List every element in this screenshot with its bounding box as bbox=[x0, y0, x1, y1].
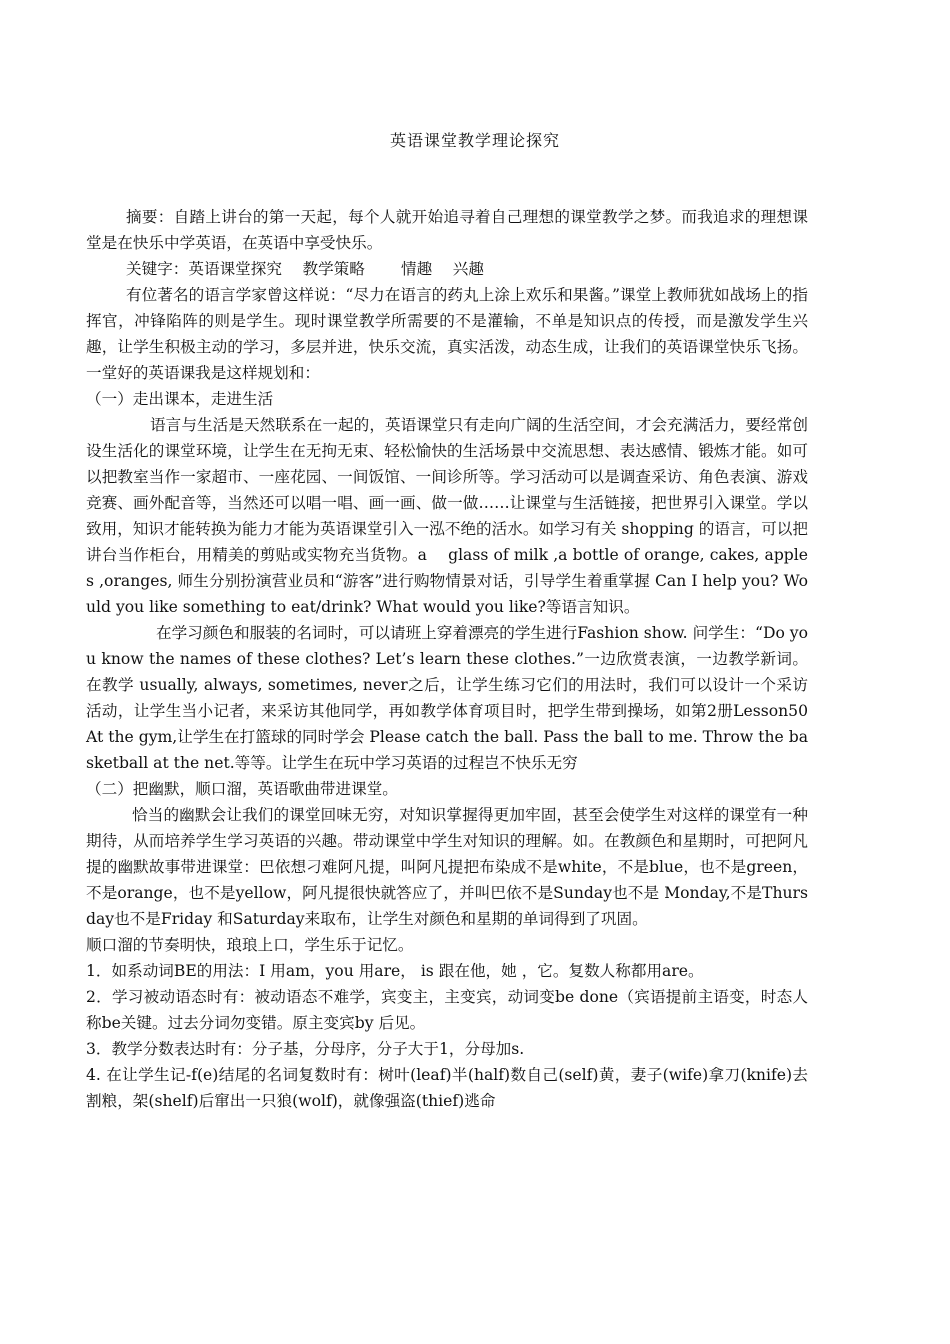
rhyme-intro: 顺口溜的节奏明快，琅琅上口，学生乐于记忆。 bbox=[86, 936, 414, 954]
rhyme-item-4: 4. 在让学生记-f(e)结尾的名词复数时有：树叶(leaf)半(half)数自己(self)黄，妻子(wife)拿刀(knife)去割粮，架(shelf)后窜出一只狼(wolf)，就像强盗(thief)逃命 bbox=[86, 1066, 808, 1110]
document-body bbox=[86, 204, 808, 1114]
life-paragraph: 语言与生活是天然联系在一起的，英语课堂只有走向广阔的生活空间，才会充满活力，要经常创设生活化的课堂环境，让学生在无拘无束、轻松愉快的生活场景中交流思想、表达感情、锻炼才能。如可以把教室当作一家超市、一座花园、一间饭馆、一间诊所等。学习活动可以是调查采访、角色表演、游戏竞赛、画外配音等，当然还可以唱一唱、画一画、做一做……让课堂与生活链接，把世界引入课堂。学以致用，知识才能转换为能力才能为英语课堂引入一泓不绝的活水。如学习有关 shopping 的语言，可以把讲台当作柜台，用精美的剪贴或实物充当货物。a glass of milk ,a bottle of orange, cakes, apples ,oranges, 师生分别扮演营业员和“游客”进行购物情景对话，引导学生着重掌握 Can I help you? Would you like something to eat/drink? What would you like?等语言知识。 bbox=[86, 416, 808, 616]
section-heading-1: （一）走出课本，走进生活 bbox=[86, 390, 274, 408]
rhyme-item-2: 2．学习被动语态时有：被动语态不难学，宾变主，主变宾，动词变be done（宾语提前主语变，时态人称be关键。过去分词勿变错。原主变宾by 后见。 bbox=[86, 988, 808, 1032]
humor-paragraph: 恰当的幽默会让我们的课堂回味无穷，对知识掌握得更加牢固，甚至会使学生对这样的课堂有一种期待，从而培养学生学习英语的兴趣。带动课堂中学生对知识的理解。如。在教颜色和星期时，可把阿凡提的幽默故事带进课堂：巴依想刁难阿凡提，叫阿凡提把布染成不是white，不是blue，也不是green，不是orange，也不是yellow，阿凡提很快就答应了，并叫巴依不是Sunday也不是 Monday,不是Thursday也不是Friday 和Saturday来取布，让学生对颜色和星期的单词得到了巩固。 bbox=[86, 806, 808, 928]
rhyme-item-3: 3．教学分数表达时有：分子基，分母序，分子大于1，分母加s. bbox=[86, 1040, 525, 1058]
section-heading-2: （二）把幽默，顺口溜，英语歌曲带进课堂。 bbox=[86, 780, 398, 798]
intro-paragraph: 有位著名的语言学家曾这样说：“尽力在语言的药丸上涂上欢乐和果酱。”课堂上教师犹如战场上的指挥官，冲锋陷阵的则是学生。现时课堂教学所需要的不是灌输，不单是知识点的传授，而是激发学生兴趣，让学生积极主动的学习，多层并进，快乐交流，真实活泼，动态生成，让我们的英语课堂快乐飞扬。一堂好的英语课我是这样规划和： bbox=[86, 286, 808, 382]
fashion-paragraph: 在学习颜色和服装的名词时，可以请班上穿着漂亮的学生进行Fashion show. 问学生：“Do you know the names of these clothes? Let’s learn these clothes.”一边欣赏表演，一边教学新词。在教学 usually, always, sometimes, never之后，让学生练习它们的用法时，我们可以设计一个采访活动，让学生当小记者，来采访其他同学，再如教学体育项目时，把学生带到操场，如第2册Lesson50 At the gym,让学生在打篮球的同时学会 Please catch the ball. Pass the ball to me. Throw the basketball at the net.等等。让学生在玩中学习英语的过程岂不快乐无穷 bbox=[86, 624, 808, 772]
document-title: 英语课堂教学理论探究 bbox=[389, 131, 560, 150]
rhyme-item-1: 1．如系动词BE的用法：I 用am，you 用are， is 跟在他，她 ，它。复数人称都用are。 bbox=[86, 962, 704, 980]
keywords-paragraph: 关键字：英语课堂探究 教学策略 情趣 兴趣 bbox=[126, 260, 484, 278]
abstract-paragraph: 摘要：自踏上讲台的第一天起，每个人就开始追寻着自己理想的课堂教学之梦。而我追求的理想课堂是在快乐中学英语，在英语中享受快乐。 bbox=[86, 208, 808, 252]
